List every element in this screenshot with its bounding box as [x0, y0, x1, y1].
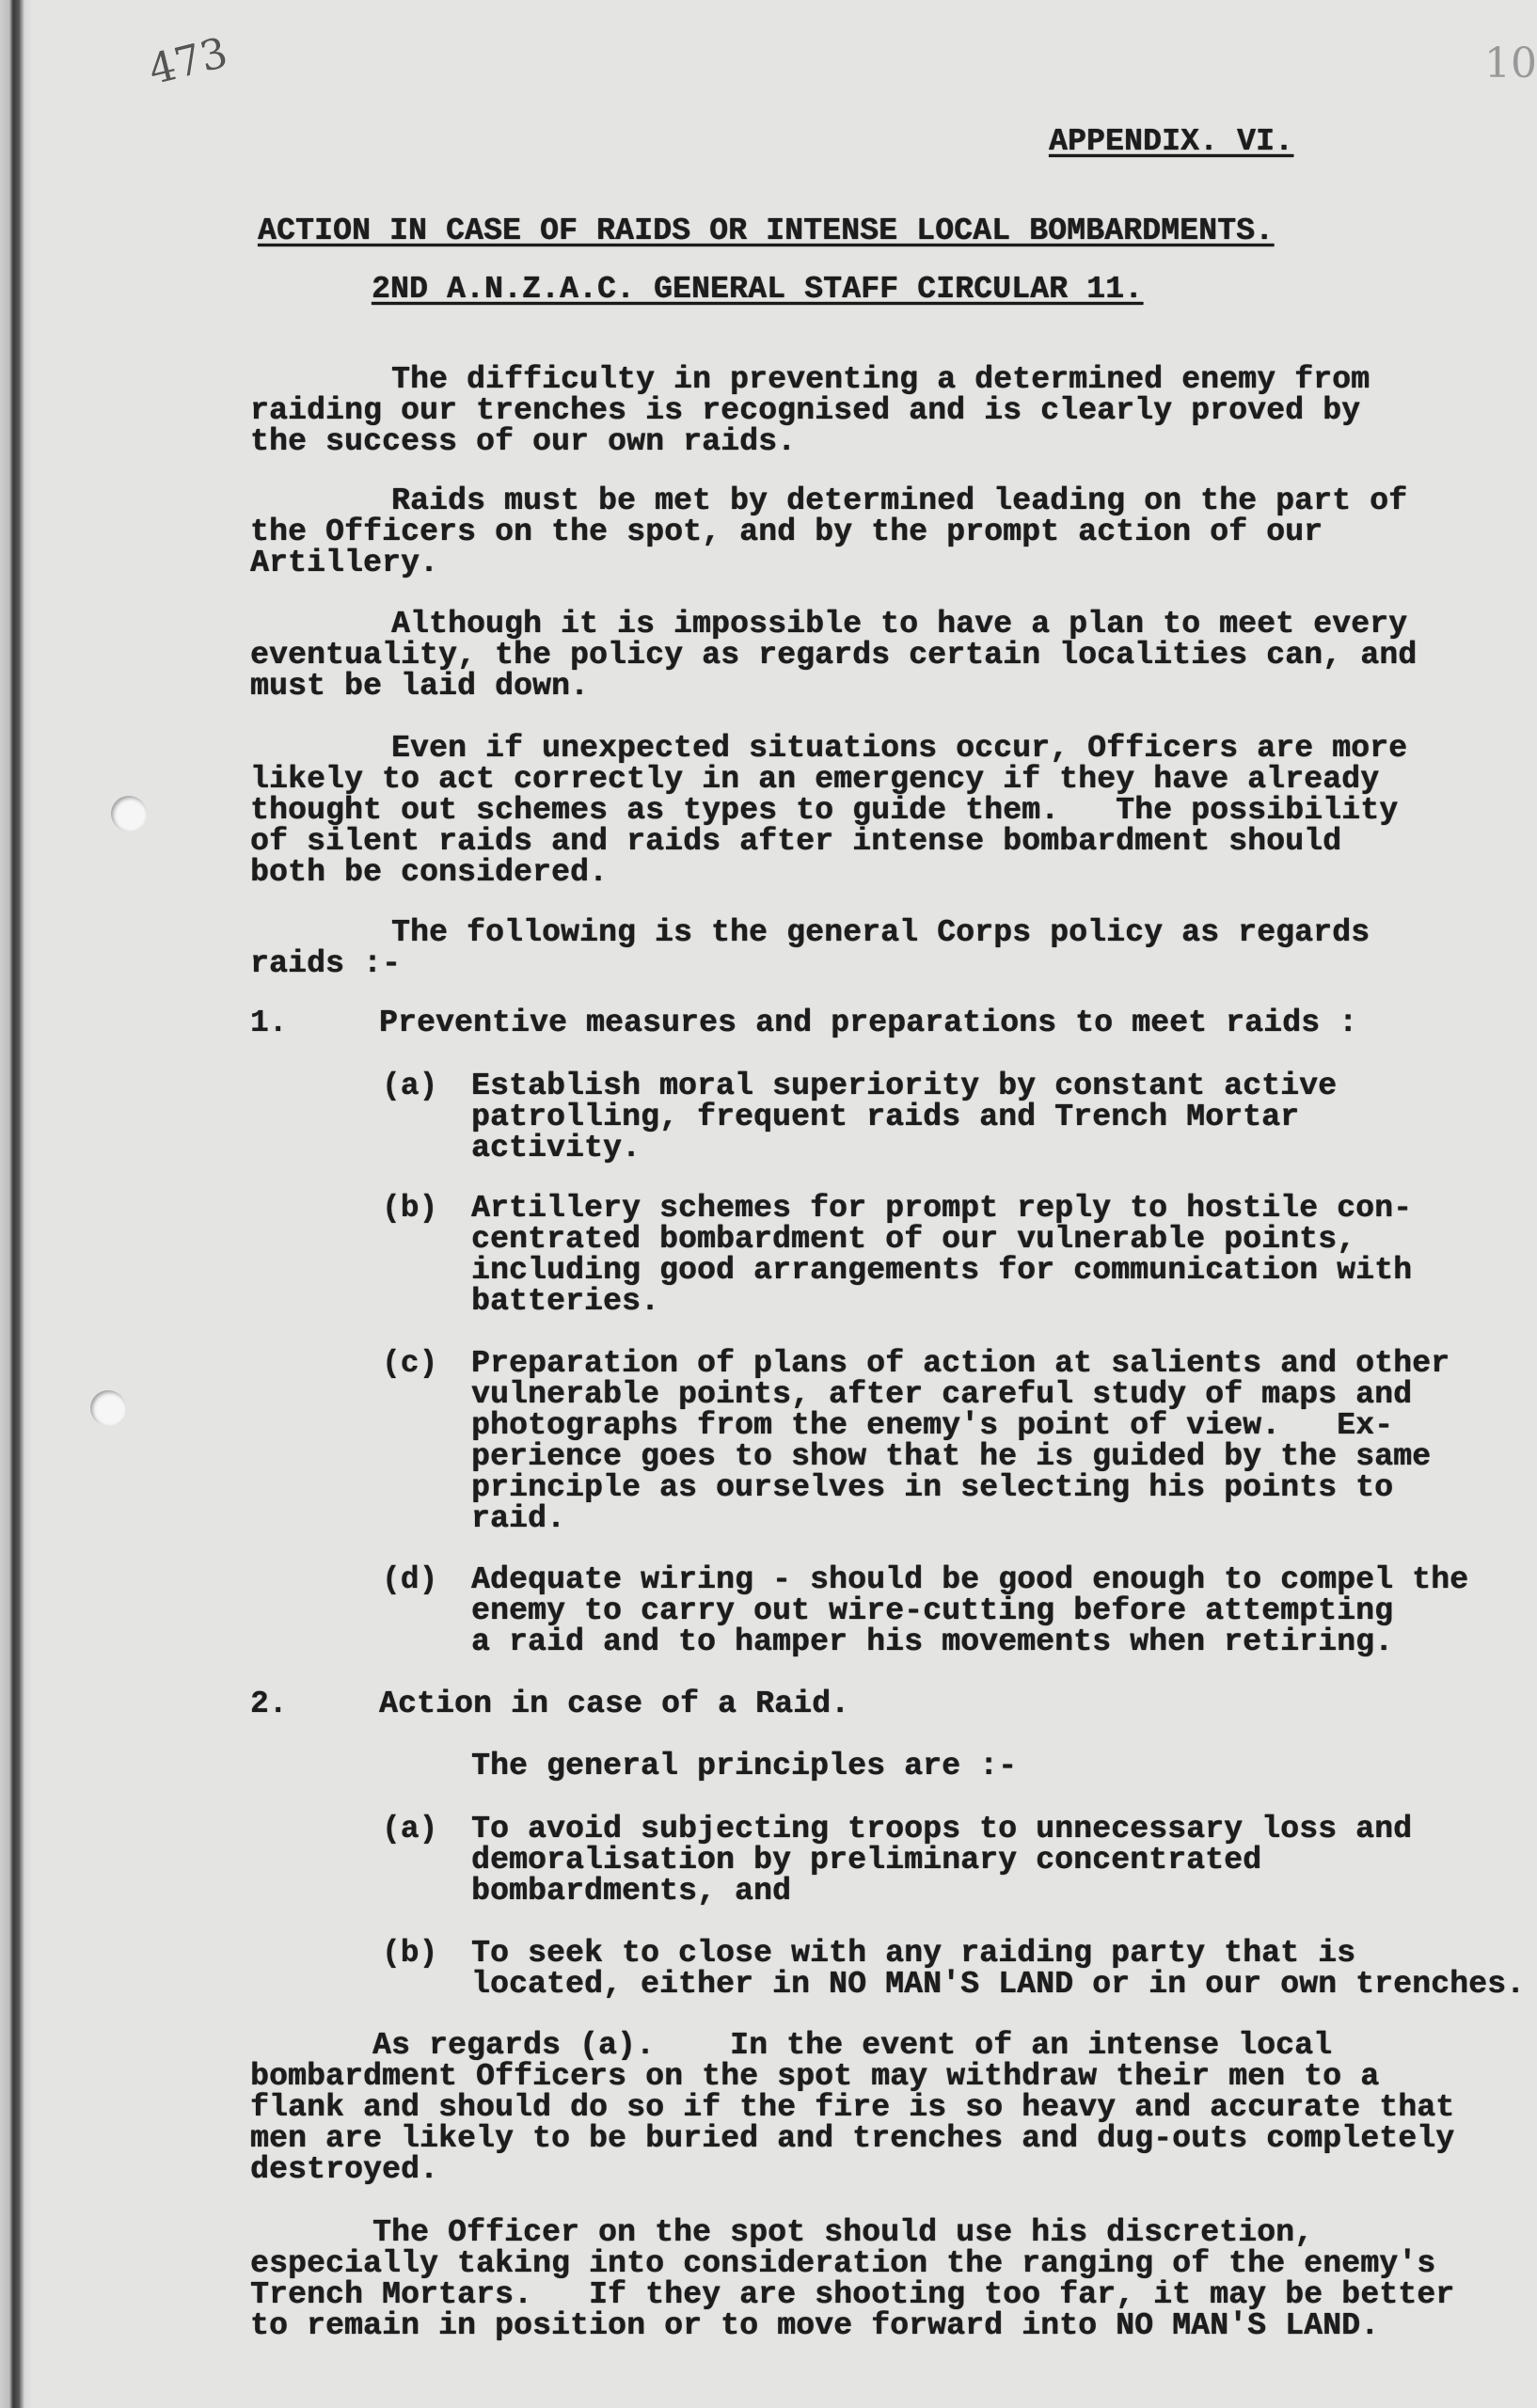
text-line: The Officer on the spot should use his discretion,	[372, 2215, 1314, 2250]
text-line: including good arrangements for communication with	[471, 1253, 1413, 1288]
text-line: bombardments, and	[471, 1874, 792, 1909]
paragraph-block	[250, 2217, 1454, 2341]
text-line: centrated bombardment of our vulnerable points,	[471, 1222, 1356, 1257]
text-line: Adequate wiring - should be good enough to compel the	[471, 1562, 1469, 1597]
text-line: bombardment Officers on the spot may withdraw their men to a	[250, 2059, 1380, 2094]
text-line: vulnerable points, after careful study of maps and	[471, 1377, 1413, 1412]
item-label: (b)	[382, 1191, 438, 1226]
text-line: Action in case of a Raid.	[379, 1687, 850, 1721]
paragraph-block	[382, 1191, 1413, 1319]
text-line: demoralisation by preliminary concentrated	[471, 1843, 1262, 1877]
text-line: to remain in position or to move forward into NO MAN'S LAND.	[250, 2308, 1380, 2343]
text-line: eventuality, the policy as regards certain localities can, and	[250, 638, 1418, 673]
paragraph-block	[250, 1687, 850, 1721]
text-line: raids :-	[250, 946, 402, 981]
paragraph-block	[382, 1562, 1469, 1659]
item-label: 2.	[250, 1687, 288, 1721]
document-title: ACTION IN CASE OF RAIDS OR INTENSE LOCAL BOMBARDMENTS.	[258, 214, 1275, 248]
text-line: To seek to close with any raiding party that is	[471, 1936, 1356, 1971]
paragraph-block	[250, 2030, 1454, 2185]
paragraph-block	[382, 1812, 1413, 1909]
folio-number-right: 10	[1484, 40, 1537, 87]
text-line: raid.	[471, 1501, 566, 1536]
paragraph-block	[471, 1751, 1017, 1782]
text-line: Artillery schemes for prompt reply to hostile con-	[471, 1191, 1413, 1226]
punch-hole	[90, 1390, 126, 1426]
text-line: men are likely to be buried and trenches and dug-outs completely	[250, 2121, 1455, 2156]
item-label: (a)	[382, 1812, 438, 1846]
text-line: Raids must be met by determined leading on the part of	[391, 483, 1408, 518]
text-line: activity.	[471, 1131, 642, 1165]
paragraph-block	[250, 733, 1407, 888]
paragraph-block	[250, 1006, 1358, 1040]
item-label: (c)	[382, 1346, 438, 1381]
item-label: 1.	[250, 1006, 288, 1040]
text-line: of silent raids and raids after intense bombardment should	[250, 824, 1342, 859]
text-line: thought out schemes as types to guide them. The possibility	[250, 793, 1399, 828]
item-label: (b)	[382, 1936, 438, 1971]
folio-number-left: 473	[144, 28, 232, 95]
item-label: (a)	[382, 1069, 438, 1103]
paragraph-block	[250, 917, 1370, 979]
text-line: located, either in NO MAN'S LAND or in our own trenches.	[471, 1967, 1526, 2002]
paragraph-block	[250, 609, 1417, 702]
text-line: To avoid subjecting troops to unnecessary loss and	[471, 1812, 1413, 1846]
text-line: Even if unexpected situations occur, Officers are more	[391, 731, 1408, 766]
text-line: both be considered.	[250, 855, 609, 890]
item-label: (d)	[382, 1562, 438, 1597]
text-line: raiding our trenches is recognised and is clearly proved by	[250, 393, 1361, 428]
paragraph-block	[382, 1936, 1526, 2002]
text-line: must be laid down.	[250, 669, 590, 704]
text-line: Preventive measures and preparations to meet raids :	[379, 1006, 1358, 1040]
text-line: a raid and to hamper his movements when retiring.	[471, 1624, 1394, 1659]
paragraph-block	[250, 364, 1370, 457]
punch-hole	[111, 796, 147, 832]
text-line: Artillery.	[250, 546, 439, 580]
paragraph-block	[250, 485, 1407, 578]
document-subtitle: 2ND A.N.Z.A.C. GENERAL STAFF CIRCULAR 11.	[372, 272, 1144, 307]
text-line: Establish moral superiority by constant active	[471, 1069, 1338, 1103]
text-line: especially taking into consideration the ranging of the enemy's	[250, 2246, 1436, 2281]
text-line: perience goes to show that he is guided by the same	[471, 1439, 1432, 1474]
text-line: principle as ourselves in selecting his points to	[471, 1470, 1394, 1505]
text-line: patrolling, frequent raids and Trench Mortar	[471, 1100, 1300, 1134]
text-line: enemy to carry out wire-cutting before attempting	[471, 1593, 1394, 1628]
paragraph-block	[382, 1346, 1450, 1536]
text-line: the success of our own raids.	[250, 424, 797, 459]
text-line: batteries.	[471, 1284, 660, 1319]
text-line: Trench Mortars. If they are shooting too far, it may be better	[250, 2277, 1455, 2312]
text-line: As regards (a). In the event of an intense local	[372, 2028, 1333, 2063]
text-line: the Officers on the spot, and by the prompt action of our	[250, 515, 1323, 549]
text-line: Preparation of plans of action at salients and other	[471, 1346, 1450, 1381]
text-line: The general principles are :-	[471, 1749, 1018, 1783]
text-line: The following is the general Corps policy as regards	[391, 915, 1371, 950]
text-line: photographs from the enemy's point of view. Ex-	[471, 1408, 1394, 1443]
paragraph-block	[382, 1069, 1338, 1165]
text-line: destroyed.	[250, 2152, 439, 2187]
text-line: The difficulty in preventing a determined enemy from	[391, 362, 1371, 397]
appendix-heading: APPENDIX. VI.	[1049, 124, 1294, 159]
binding-edge	[0, 0, 32, 2408]
text-line: likely to act correctly in an emergency if they have already	[250, 762, 1380, 797]
text-line: flank and should do so if the fire is so heavy and accurate that	[250, 2090, 1455, 2125]
text-line: Although it is impossible to have a plan to meet every	[391, 607, 1408, 642]
